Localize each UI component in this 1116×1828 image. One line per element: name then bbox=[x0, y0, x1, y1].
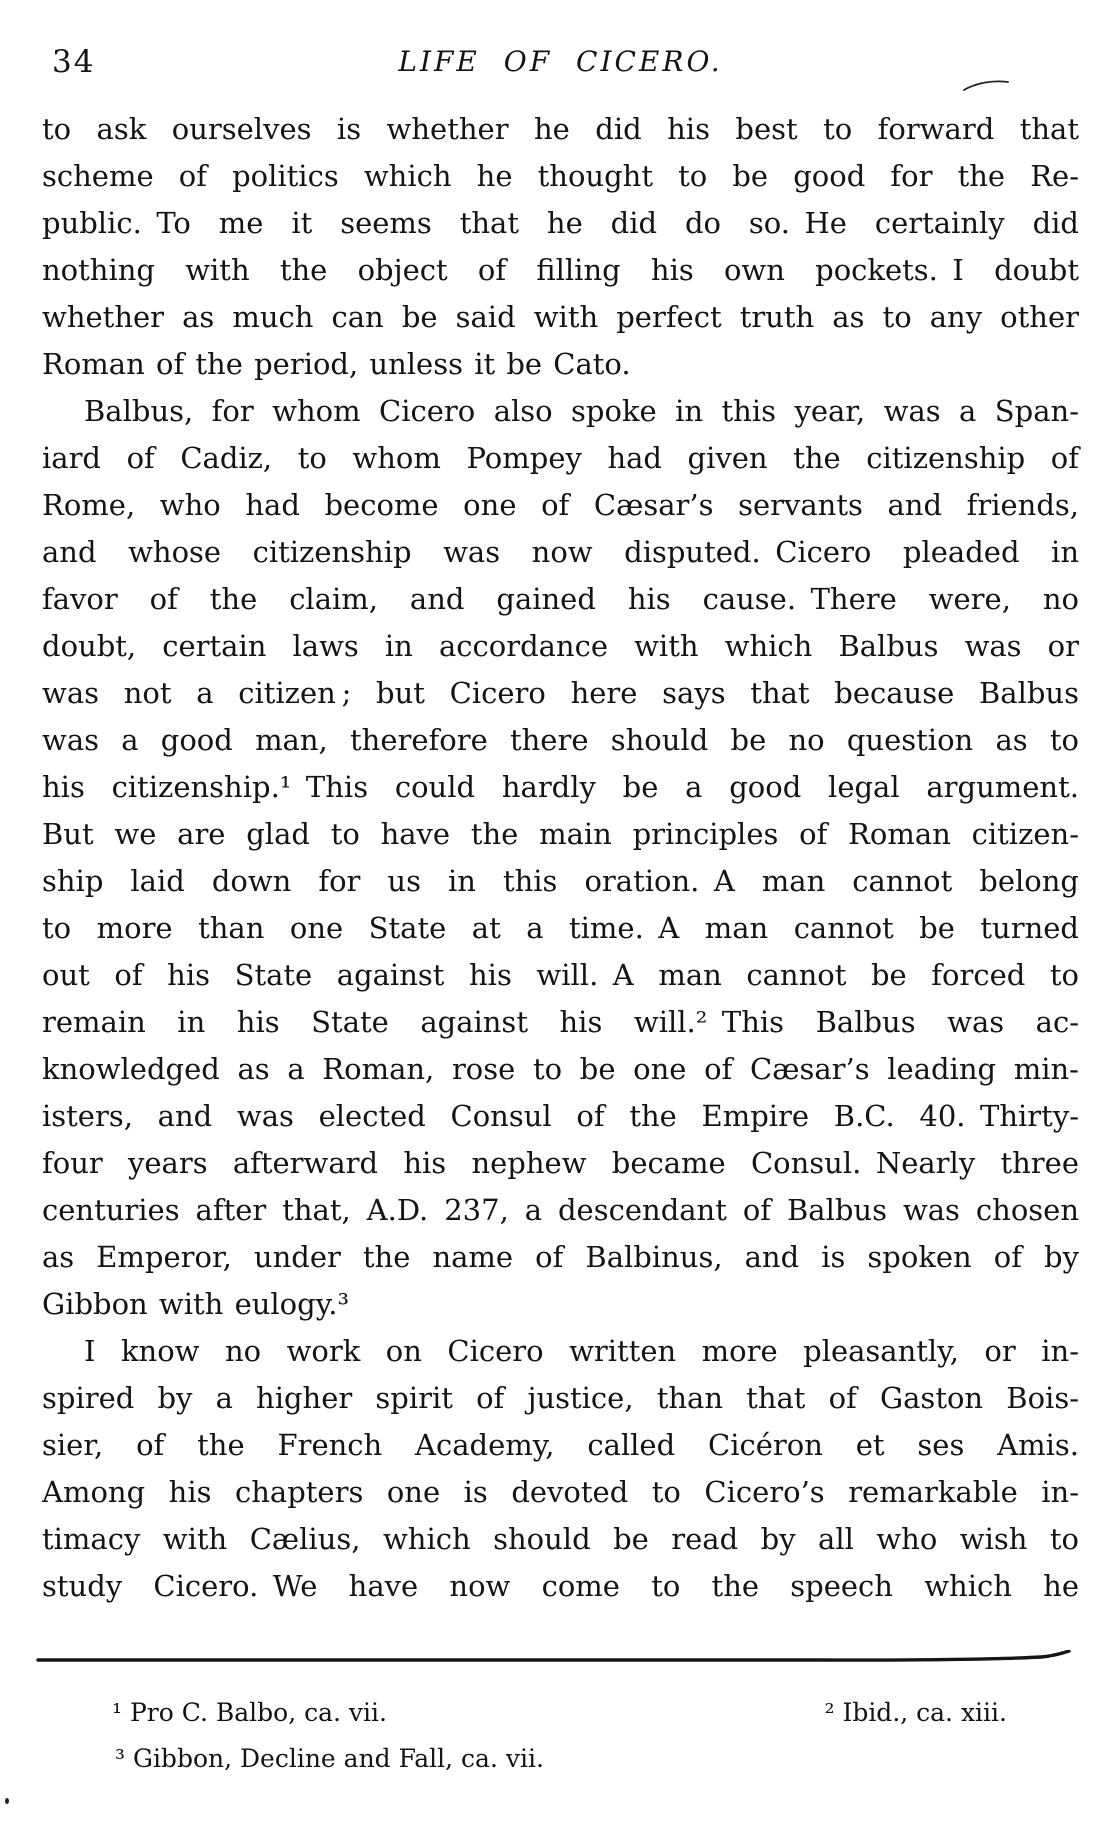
footnote-1: ¹ Pro C. Balbo, ca. vii. bbox=[112, 1698, 387, 1727]
text-line: was not a citizen ; but Cicero here says that because Balbus bbox=[42, 676, 1079, 710]
text-line: isters, and was elected Consul of the Empire B.C. 40. Thirty- bbox=[42, 1099, 1079, 1133]
body-text bbox=[42, 106, 1079, 1610]
text-line: iard of Cadiz, to whom Pompey had given the citizenship of bbox=[42, 441, 1079, 475]
text-line: Roman of the period, unless it be Cato. bbox=[42, 347, 631, 381]
text-line: timacy with Cælius, which should be read by all who wish to bbox=[42, 1522, 1079, 1556]
text-line: Balbus, for whom Cicero also spoke in this year, was a Span- bbox=[84, 394, 1079, 428]
footnote-3: ³ Gibbon, Decline and Fall, ca. vii. bbox=[115, 1744, 544, 1773]
text-line: as Emperor, under the name of Balbinus, and is spoken of by bbox=[42, 1240, 1079, 1274]
text-line: Rome, who had become one of Cæsar’s servants and friends, bbox=[42, 488, 1079, 522]
text-line: centuries after that, A.D. 237, a descendant of Balbus was chosen bbox=[42, 1193, 1079, 1227]
text-line: study Cicero. We have now come to the speech which he bbox=[42, 1569, 1079, 1603]
text-line: spired by a higher spirit of justice, than that of Gaston Bois- bbox=[42, 1381, 1079, 1415]
text-line: knowledged as a Roman, rose to be one of Cæsar’s leading min- bbox=[42, 1052, 1079, 1086]
text-line: whether as much can be said with perfect truth as to any other bbox=[42, 300, 1079, 334]
text-line: out of his State against his will. A man cannot be forced to bbox=[42, 958, 1079, 992]
text-line: public. To me it seems that he did do so. He certainly did bbox=[42, 206, 1079, 240]
text-line: doubt, certain laws in accordance with which Balbus was or bbox=[42, 629, 1079, 663]
scan-artifact-curve bbox=[962, 76, 1010, 94]
text-line: and whose citizenship was now disputed. Cicero pleaded in bbox=[42, 535, 1079, 569]
text-line: scheme of politics which he thought to be good for the Re- bbox=[42, 159, 1079, 193]
text-line: sier, of the French Academy, called Cicéron et ses Amis. bbox=[42, 1428, 1079, 1462]
scan-artifact-dot bbox=[5, 1798, 9, 1804]
text-line: nothing with the object of filling his own pockets. I doubt bbox=[42, 253, 1079, 287]
text-line: But we are glad to have the main principles of Roman citizen- bbox=[42, 817, 1079, 851]
text-line: I know no work on Cicero written more pleasantly, or in- bbox=[84, 1334, 1079, 1368]
text-line: ship laid down for us in this oration. A man cannot belong bbox=[42, 864, 1079, 898]
text-line: to ask ourselves is whether he did his best to forward that bbox=[42, 112, 1079, 146]
page-header bbox=[42, 44, 1079, 80]
text-line: Gibbon with eulogy.³ bbox=[42, 1287, 350, 1321]
footnote-2: ² Ibid., ca. xiii. bbox=[824, 1698, 1007, 1727]
text-line: four years afterward his nephew became Consul. Nearly three bbox=[42, 1146, 1079, 1180]
footnote-separator-rule bbox=[36, 1650, 1072, 1666]
page-number: 34 bbox=[52, 44, 96, 80]
text-line: his citizenship.¹ This could hardly be a good legal argument. bbox=[42, 770, 1079, 804]
text-line: Among his chapters one is devoted to Cicero’s remarkable in- bbox=[42, 1475, 1079, 1509]
text-line: remain in his State against his will.² This Balbus was ac- bbox=[42, 1005, 1079, 1039]
text-line: was a good man, therefore there should be no question as to bbox=[42, 723, 1079, 757]
footnotes bbox=[42, 1690, 1079, 1782]
footnote-row bbox=[42, 1690, 1079, 1736]
footnote-row bbox=[42, 1736, 1079, 1782]
text-line: favor of the claim, and gained his cause. There were, no bbox=[42, 582, 1079, 616]
text-line: to more than one State at a time. A man cannot be turned bbox=[42, 911, 1079, 945]
running-title: LIFE OF CICERO. bbox=[398, 45, 723, 78]
